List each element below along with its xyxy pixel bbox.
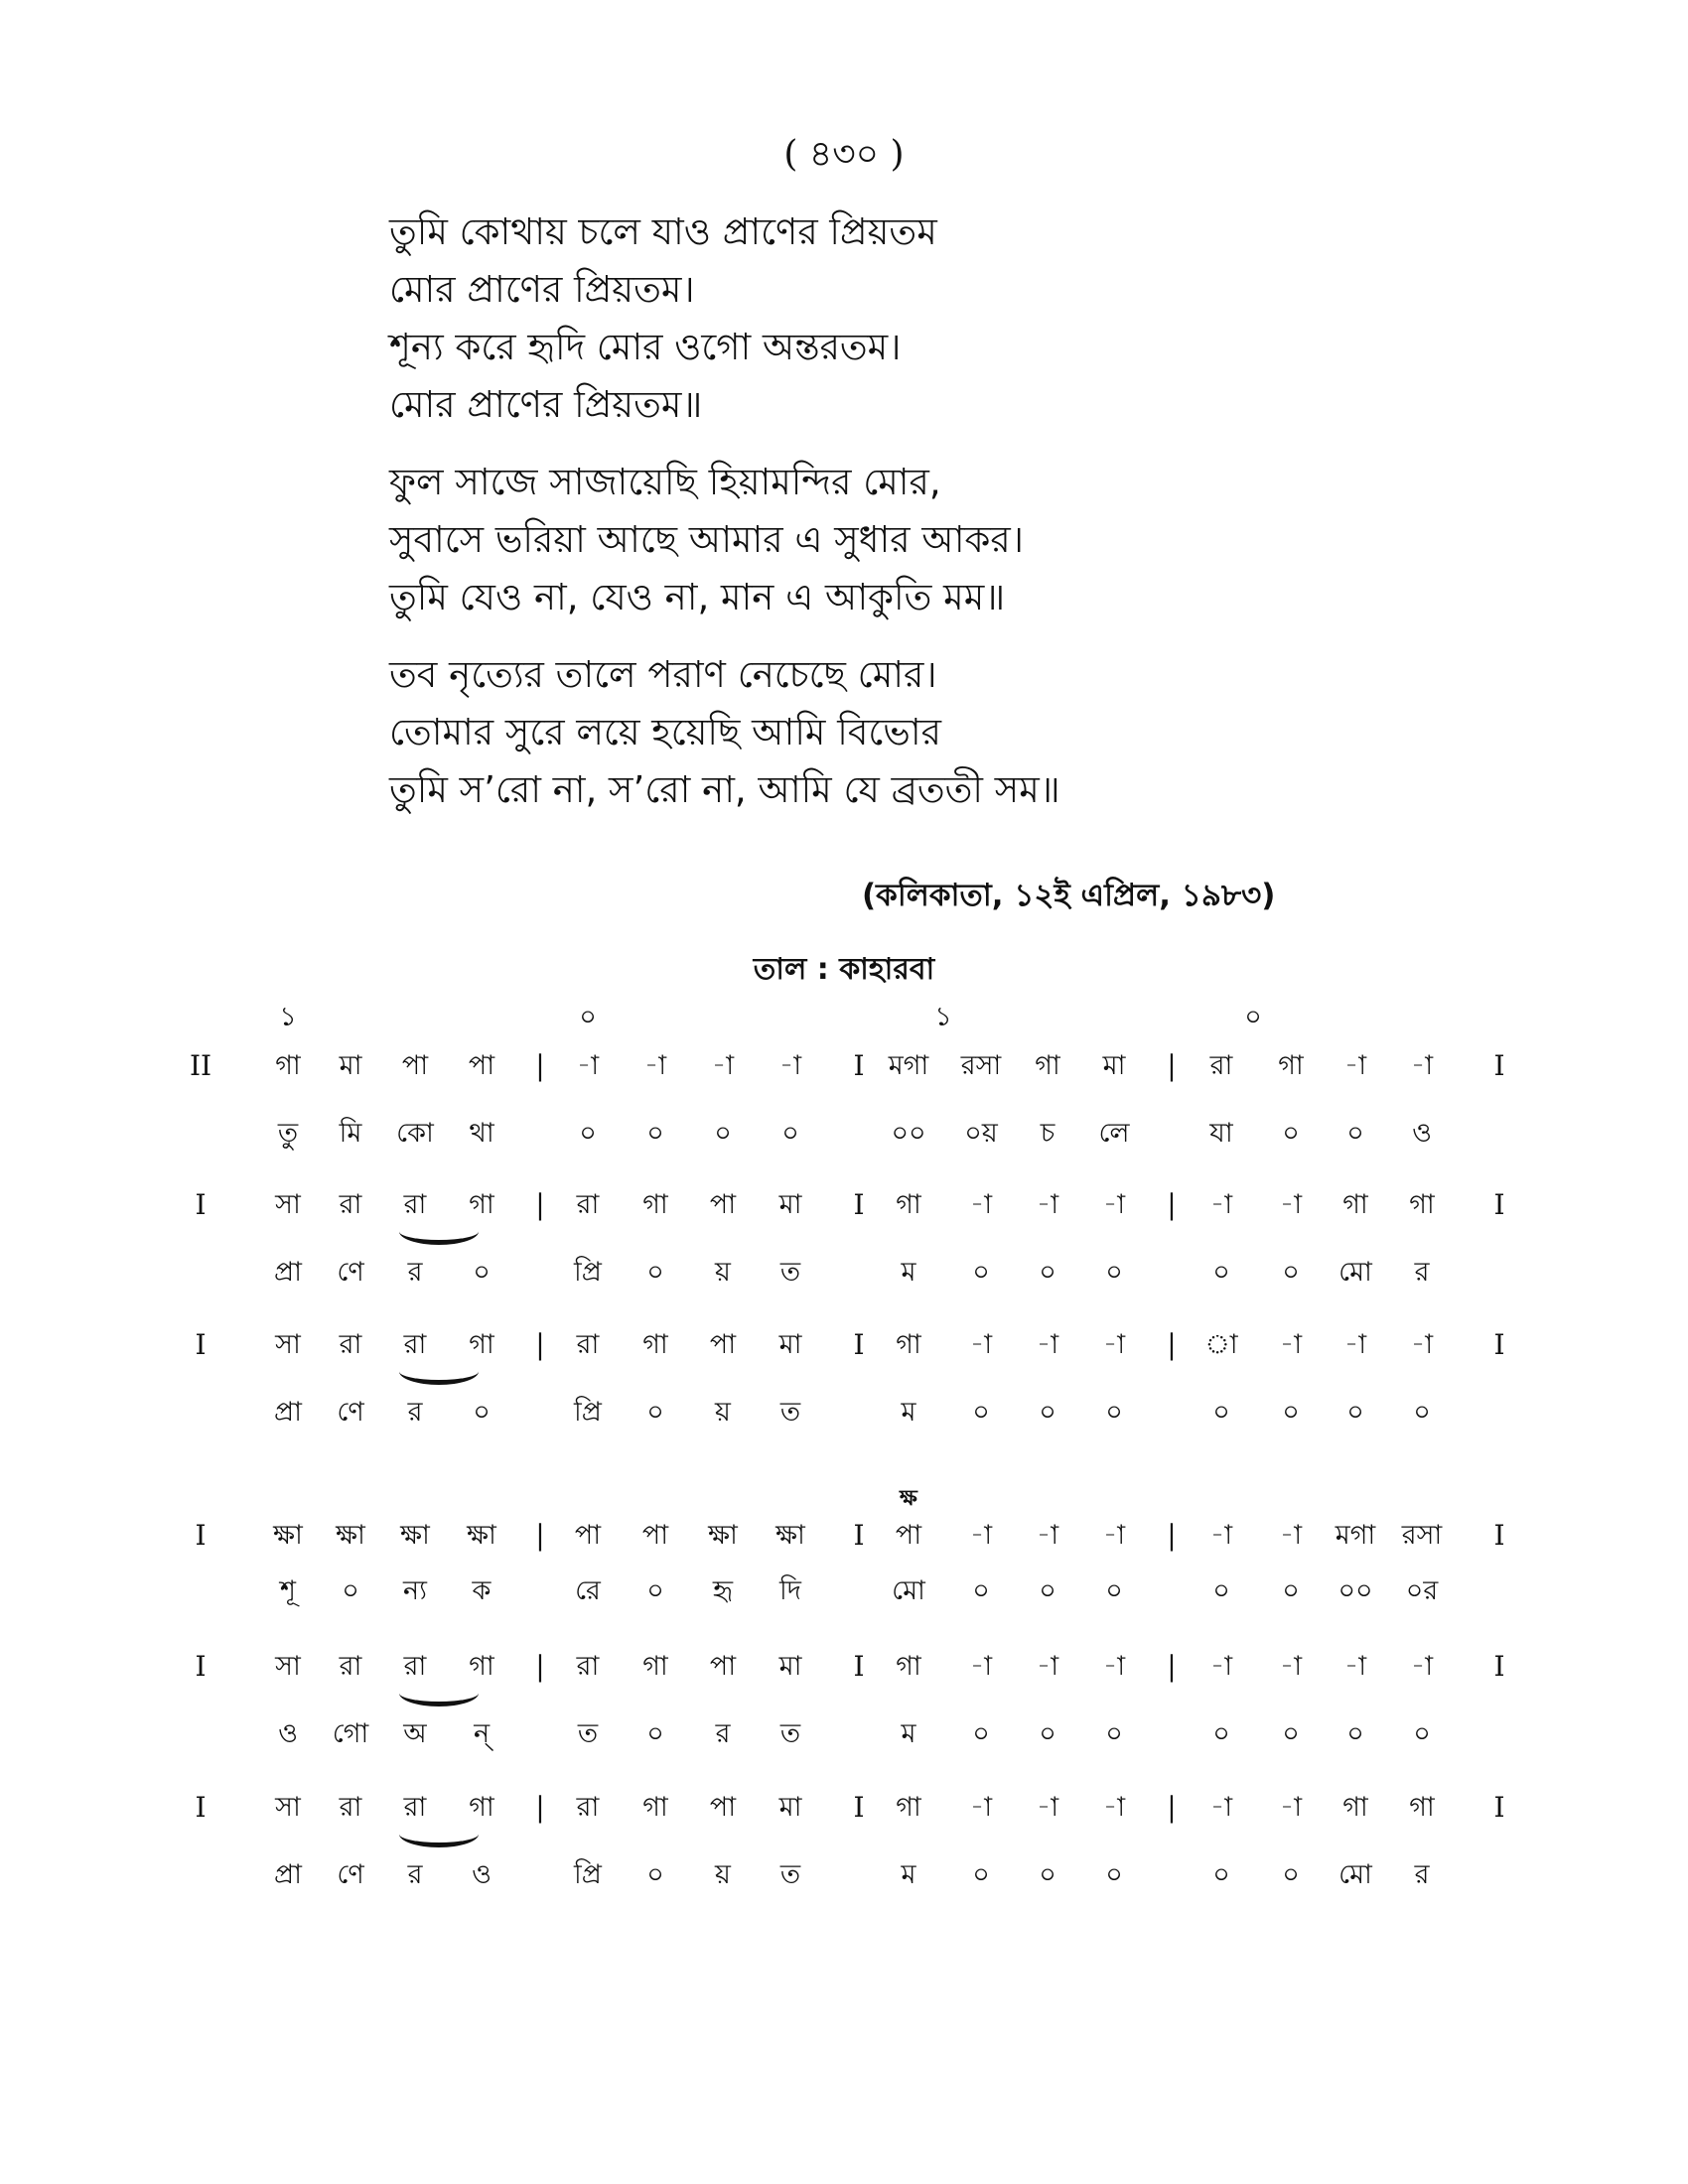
lyric-cell: ও (472, 1859, 492, 1890)
note-cell: -া (969, 1329, 993, 1360)
note-cell: গা (275, 1050, 301, 1081)
note-cell: মগা (1335, 1520, 1376, 1551)
note-cell: -া (778, 1050, 802, 1081)
note-cell: -া (1279, 1792, 1303, 1823)
note-cell: -া (969, 1792, 993, 1823)
lyric-cell: ০ (1212, 1575, 1230, 1606)
beat-divider: | (1167, 1791, 1177, 1824)
lyric-cell: ম (901, 1397, 916, 1428)
bar-line-open: I (195, 1791, 207, 1824)
above-mark: ক্ষ (900, 1486, 917, 1511)
beat-divider: | (535, 1328, 545, 1361)
lyric-cell: ০ (972, 1859, 990, 1890)
note-cell: ক্ষা (775, 1520, 805, 1551)
lyric-cell: য় (715, 1859, 731, 1890)
lyric-cell: য় (715, 1397, 731, 1428)
lyric-cell: ০০ (1337, 1575, 1373, 1606)
lyric-cell: ০ (972, 1257, 990, 1288)
lyric-cell: ম (901, 1257, 916, 1288)
note-cell: -া (1343, 1050, 1367, 1081)
lyric-cell: ন্ (473, 1718, 491, 1749)
lyric-cell: র (407, 1859, 423, 1890)
beat-divider: | (1167, 1650, 1177, 1683)
note-cell: মা (778, 1651, 802, 1682)
lyric-cell: ত (577, 1718, 599, 1749)
lyric-cell: র (407, 1397, 423, 1428)
note-cell: -া (1410, 1651, 1434, 1682)
place-date: (কলিকাতা, ১২ই এপ্রিল, ১৯৮৩) (862, 878, 1276, 913)
note-cell: -া (1102, 1329, 1126, 1360)
note-cell: -া (1343, 1329, 1367, 1360)
lyric-cell: র (715, 1718, 731, 1749)
lyric-cell: ণে (337, 1257, 364, 1288)
lyric-cell: ০ (646, 1118, 664, 1149)
beat-mark: ১ (279, 1002, 297, 1032)
lyric-cell: ০ (1039, 1859, 1056, 1890)
beat-divider: | (1167, 1049, 1177, 1082)
lyric-cell: ০ (972, 1397, 990, 1428)
note-cell: পা (641, 1520, 669, 1551)
note-cell: সা (275, 1651, 301, 1682)
slur-mark (399, 1680, 479, 1706)
poem-line: তুমি স’রো না, স’রো না, আমি যে ব্রততী সম॥ (389, 768, 1060, 811)
note-cell: -া (969, 1520, 993, 1551)
lyric-cell: ণে (337, 1859, 364, 1890)
note-cell: রা (339, 1329, 362, 1360)
bar-line-mid: I (853, 1519, 865, 1552)
note-cell: রা (1209, 1050, 1233, 1081)
note-cell: রা (403, 1651, 427, 1682)
note-cell: সা (275, 1329, 301, 1360)
note-cell: -া (711, 1050, 735, 1081)
bar-line-open: II (189, 1049, 212, 1082)
bar-line-open: I (195, 1519, 207, 1552)
poem-line: তুমি কোথায় চলে যাও প্রাণের প্রিয়তম (389, 210, 937, 253)
note-cell: গা (1342, 1189, 1368, 1220)
bar-line-mid: I (853, 1328, 865, 1361)
note-cell: সা (275, 1189, 301, 1220)
note-cell: গা (896, 1792, 921, 1823)
lyric-cell: শূ (280, 1575, 296, 1606)
lyric-cell: ত (779, 1397, 801, 1428)
tala-title: তাল : কাহারবা (753, 952, 935, 987)
lyric-cell: প্রি (574, 1397, 602, 1428)
note-cell: -া (1343, 1651, 1367, 1682)
note-cell: সা (275, 1792, 301, 1823)
lyric-cell: মো (1338, 1257, 1372, 1288)
lyric-cell: ০ (1039, 1575, 1056, 1606)
note-cell: গা (1409, 1792, 1435, 1823)
lyric-cell: প্রি (574, 1859, 602, 1890)
beat-mark: ০ (579, 1002, 597, 1032)
bar-line-close: I (1493, 1519, 1505, 1552)
beat-divider: | (535, 1049, 545, 1082)
lyric-cell: ০ (972, 1575, 990, 1606)
beat-divider: | (535, 1650, 545, 1683)
lyric-cell: ০ (646, 1257, 664, 1288)
lyric-cell: ম (901, 1859, 916, 1890)
bar-line-mid: I (853, 1650, 865, 1683)
note-cell: রা (339, 1189, 362, 1220)
note-cell: মা (778, 1792, 802, 1823)
note-cell: গা (642, 1792, 668, 1823)
note-cell: গা (1278, 1050, 1304, 1081)
page-number: ( ৪৩০ ) (783, 134, 905, 175)
lyric-cell: ত (779, 1718, 801, 1749)
lyric-cell: ০ (972, 1718, 990, 1749)
poem-line: ফুল সাজে সাজায়েছি হিয়ামন্দির মোর, (389, 461, 941, 503)
note-cell: রা (576, 1792, 600, 1823)
bar-line-close: I (1493, 1791, 1505, 1824)
bar-line-open: I (195, 1188, 207, 1221)
lyric-cell: ০ (1039, 1257, 1056, 1288)
slur-mark (399, 1358, 479, 1385)
note-cell: রা (576, 1651, 600, 1682)
lyric-cell: ০ (342, 1575, 359, 1606)
lyric-cell: ০ (646, 1718, 664, 1749)
note-cell: -া (1102, 1651, 1126, 1682)
note-cell: রা (403, 1329, 427, 1360)
note-cell: -া (1279, 1520, 1303, 1551)
lyric-cell: ম (901, 1718, 916, 1749)
lyric-cell: গো (332, 1718, 369, 1749)
note-cell: -া (969, 1189, 993, 1220)
lyric-cell: ০ (1282, 1397, 1300, 1428)
lyric-cell: প্রা (274, 1859, 302, 1890)
beat-divider: | (535, 1519, 545, 1552)
note-cell: গা (896, 1329, 921, 1360)
beat-mark: ১ (934, 1002, 952, 1032)
note-cell: -া (1102, 1520, 1126, 1551)
lyric-cell: দি (779, 1575, 801, 1606)
note-cell: -া (969, 1651, 993, 1682)
lyric-cell: ০ (1212, 1859, 1230, 1890)
note-cell: -া (643, 1050, 667, 1081)
note-cell: -া (576, 1050, 600, 1081)
bar-line-mid: I (853, 1049, 865, 1082)
note-cell: গা (1035, 1050, 1060, 1081)
note-cell: -া (1279, 1329, 1303, 1360)
lyric-cell: তু (277, 1118, 299, 1149)
poem-line: মোর প্রাণের প্রিয়তম॥ (389, 383, 703, 426)
lyric-cell: ক (472, 1575, 492, 1606)
note-cell: -া (1036, 1792, 1059, 1823)
bar-line-open: I (195, 1650, 207, 1683)
lyric-cell: ত (779, 1257, 801, 1288)
lyric-cell: ০ (1346, 1397, 1364, 1428)
lyric-cell: কো (396, 1118, 434, 1149)
lyric-cell: ০ (1039, 1718, 1056, 1749)
lyric-cell: চ (1040, 1118, 1055, 1149)
note-cell: -া (1036, 1329, 1059, 1360)
note-cell: া (1204, 1329, 1238, 1360)
note-cell: -া (1036, 1651, 1059, 1682)
bar-line-close: I (1493, 1328, 1505, 1361)
lyric-cell: ০ (1282, 1575, 1300, 1606)
lyric-cell: ০০ (891, 1118, 926, 1149)
lyric-cell: ০ (1105, 1397, 1123, 1428)
lyric-cell: লে (1098, 1118, 1130, 1149)
note-cell: মা (339, 1050, 362, 1081)
lyric-cell: ০ (1105, 1859, 1123, 1890)
lyric-cell: অ (403, 1718, 427, 1749)
note-cell: পা (401, 1050, 429, 1081)
lyric-cell: যা (1209, 1118, 1233, 1149)
lyric-cell: ০ (1282, 1257, 1300, 1288)
note-cell: রা (403, 1792, 427, 1823)
note-cell: গা (469, 1329, 494, 1360)
lyric-cell: ও (1412, 1118, 1432, 1149)
note-cell: গা (642, 1651, 668, 1682)
bar-line-close: I (1493, 1188, 1505, 1221)
note-cell: -া (1410, 1329, 1434, 1360)
lyric-cell: ০ (473, 1257, 491, 1288)
note-cell: রা (403, 1189, 427, 1220)
lyric-cell: ০র (1405, 1575, 1439, 1606)
lyric-cell: মো (892, 1575, 925, 1606)
bar-line-close: I (1493, 1049, 1505, 1082)
note-cell: মা (778, 1329, 802, 1360)
poem-line: শূন্য করে হৃদি মোর ওগো অন্তরতম। (389, 326, 902, 368)
bar-line-open: I (195, 1328, 207, 1361)
note-cell: পা (468, 1050, 495, 1081)
note-cell: গা (1409, 1189, 1435, 1220)
lyric-cell: রে (575, 1575, 601, 1606)
slur-mark (399, 1821, 479, 1847)
slur-mark (399, 1218, 479, 1245)
note-cell: -া (1102, 1189, 1126, 1220)
lyric-cell: ০ (1282, 1859, 1300, 1890)
note-cell: রা (339, 1651, 362, 1682)
note-cell: মা (1102, 1050, 1126, 1081)
note-cell: -া (1209, 1792, 1233, 1823)
bar-line-mid: I (853, 1188, 865, 1221)
beat-divider: | (535, 1188, 545, 1221)
lyric-cell: ও (278, 1718, 298, 1749)
poem-line: তোমার সুরে লয়ে হয়েছি আমি বিভোর (389, 711, 941, 753)
lyric-cell: হৃ (712, 1575, 734, 1606)
bar-line-mid: I (853, 1791, 865, 1824)
note-cell: রা (339, 1792, 362, 1823)
beat-divider: | (1167, 1188, 1177, 1221)
lyric-cell: প্রা (274, 1397, 302, 1428)
note-cell: গা (896, 1189, 921, 1220)
note-cell: -া (1102, 1792, 1126, 1823)
note-cell: রা (576, 1329, 600, 1360)
note-cell: গা (642, 1189, 668, 1220)
note-cell: -া (1279, 1189, 1303, 1220)
lyric-cell: ০য় (964, 1118, 998, 1149)
note-cell: রসা (1401, 1520, 1443, 1551)
note-cell: পা (709, 1189, 737, 1220)
note-cell: -া (1036, 1189, 1059, 1220)
beat-divider: | (535, 1791, 545, 1824)
note-cell: পা (574, 1520, 602, 1551)
lyric-cell: ০ (646, 1859, 664, 1890)
lyric-cell: ০ (579, 1118, 597, 1149)
lyric-cell: ০ (1212, 1397, 1230, 1428)
note-cell: মা (778, 1189, 802, 1220)
lyric-cell: থা (469, 1118, 494, 1149)
note-cell: গা (469, 1189, 494, 1220)
beat-mark: ০ (1244, 1002, 1262, 1032)
note-cell: -া (1209, 1651, 1233, 1682)
bar-line-close: I (1493, 1650, 1505, 1683)
lyric-cell: প্রা (274, 1257, 302, 1288)
note-cell: ক্ষা (400, 1520, 430, 1551)
note-cell: -া (1209, 1520, 1233, 1551)
note-cell: ক্ষা (273, 1520, 303, 1551)
poem-line: তব নৃত্যের তালে পরাণ নেচেছে মোর। (389, 653, 937, 696)
lyric-cell: ০ (1413, 1718, 1431, 1749)
lyric-cell: ০ (473, 1397, 491, 1428)
lyric-cell: ০ (1282, 1718, 1300, 1749)
lyric-cell: ০ (714, 1118, 732, 1149)
lyric-cell: র (1414, 1257, 1430, 1288)
lyric-cell: ত (779, 1859, 801, 1890)
beat-divider: | (1167, 1519, 1177, 1552)
note-cell: -া (1410, 1050, 1434, 1081)
note-cell: ক্ষা (467, 1520, 496, 1551)
lyric-cell: ০ (646, 1397, 664, 1428)
lyric-cell: ণে (337, 1397, 364, 1428)
lyric-cell: ০ (1039, 1397, 1056, 1428)
lyric-cell: ০ (1212, 1718, 1230, 1749)
note-cell: রসা (960, 1050, 1002, 1081)
note-cell: ক্ষা (336, 1520, 365, 1551)
note-cell: পা (709, 1329, 737, 1360)
note-cell: গা (1342, 1792, 1368, 1823)
lyric-cell: র (1414, 1859, 1430, 1890)
lyric-cell: ০ (1105, 1575, 1123, 1606)
note-cell: পা (709, 1792, 737, 1823)
lyric-cell: মি (339, 1118, 362, 1149)
note-cell: গা (469, 1651, 494, 1682)
note-cell: গা (642, 1329, 668, 1360)
lyric-cell: ০ (1413, 1397, 1431, 1428)
lyric-cell: ০ (646, 1575, 664, 1606)
poem-line: তুমি যেও না, যেও না, মান এ আকুতি মম॥ (389, 576, 1006, 618)
note-cell: পা (895, 1520, 922, 1551)
lyric-cell: ০ (1105, 1257, 1123, 1288)
lyric-cell: র (407, 1257, 423, 1288)
lyric-cell: ০ (1346, 1118, 1364, 1149)
note-cell: পা (709, 1651, 737, 1682)
lyric-cell: ০ (1212, 1257, 1230, 1288)
poem-line: সুবাসে ভরিয়া আছে আমার এ সুধার আকর। (389, 518, 1024, 561)
lyric-cell: মো (1338, 1859, 1372, 1890)
beat-divider: | (1167, 1328, 1177, 1361)
lyric-cell: প্রি (574, 1257, 602, 1288)
lyric-cell: ০ (1105, 1718, 1123, 1749)
lyric-cell: ০ (1282, 1118, 1300, 1149)
note-cell: -া (1209, 1189, 1233, 1220)
note-cell: মগা (888, 1050, 929, 1081)
lyric-cell: য় (715, 1257, 731, 1288)
lyric-cell: ন্য (403, 1575, 427, 1606)
poem-line: মোর প্রাণের প্রিয়তম। (389, 268, 695, 311)
note-cell: -া (1279, 1651, 1303, 1682)
lyric-cell: ০ (781, 1118, 799, 1149)
note-cell: গা (469, 1792, 494, 1823)
note-cell: -া (1036, 1520, 1059, 1551)
note-cell: ক্ষা (708, 1520, 738, 1551)
lyric-cell: ০ (1346, 1718, 1364, 1749)
note-cell: গা (896, 1651, 921, 1682)
note-cell: রা (576, 1189, 600, 1220)
